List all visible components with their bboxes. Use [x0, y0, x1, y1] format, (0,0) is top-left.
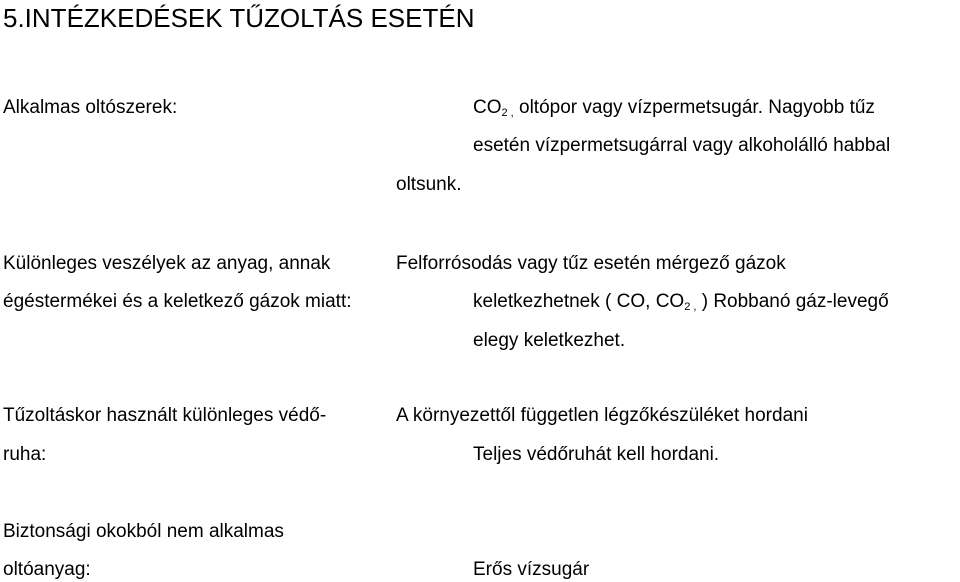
special-hazards-value-line2: [473, 292, 889, 311]
special-hazards-value-line1: Felforrósodás vagy tűz esetén mérgező gázok: [396, 253, 786, 274]
unsuitable-agents-label-line1: Biztonsági okokból nem alkalmas: [3, 521, 284, 542]
protective-equipment-value-line1: A környezettől független légzőkészüléket hordani: [396, 405, 808, 426]
special-hazards-line2-pre: keletkezhetnek ( CO, CO: [473, 291, 685, 312]
special-hazards-label-line2: égéstermékei és a keletkező gázok miatt:: [3, 291, 352, 312]
co2-subscript: 2 ,: [501, 107, 514, 119]
suitable-agents-label: Alkalmas oltószerek:: [3, 97, 178, 118]
protective-equipment-label-line2: ruha:: [3, 444, 47, 465]
special-hazards-label-line1: Különleges veszélyek az anyag, annak: [3, 253, 331, 274]
section-title: 5.INTÉZKEDÉSEK TŰZOLTÁS ESETÉN: [3, 3, 475, 33]
protective-equipment-label-line1: Tűzoltáskor használt különleges védő-: [3, 405, 327, 426]
suitable-agents-line1-text: oltópor vagy vízpermetsugár. Nagyobb tűz: [513, 97, 875, 118]
suitable-agents-value-line1: [473, 98, 875, 117]
suitable-agents-value-line2: esetén vízpermetsugárral vagy alkoholálló habbal: [473, 135, 891, 156]
unsuitable-agents-value: Erős vízsugár: [473, 559, 590, 580]
co2-subscript-2: 2 ,: [684, 301, 697, 313]
special-hazards-line2-post: ) Robbanó gáz-levegő: [696, 291, 889, 312]
co2-formula: CO: [473, 97, 502, 118]
suitable-agents-value-line3: oltsunk.: [396, 174, 462, 195]
protective-equipment-value-line2: Teljes védőruhát kell hordani.: [473, 444, 720, 465]
unsuitable-agents-label-line2: oltóanyag:: [3, 559, 91, 580]
special-hazards-value-line3: elegy keletkezhet.: [473, 330, 626, 351]
